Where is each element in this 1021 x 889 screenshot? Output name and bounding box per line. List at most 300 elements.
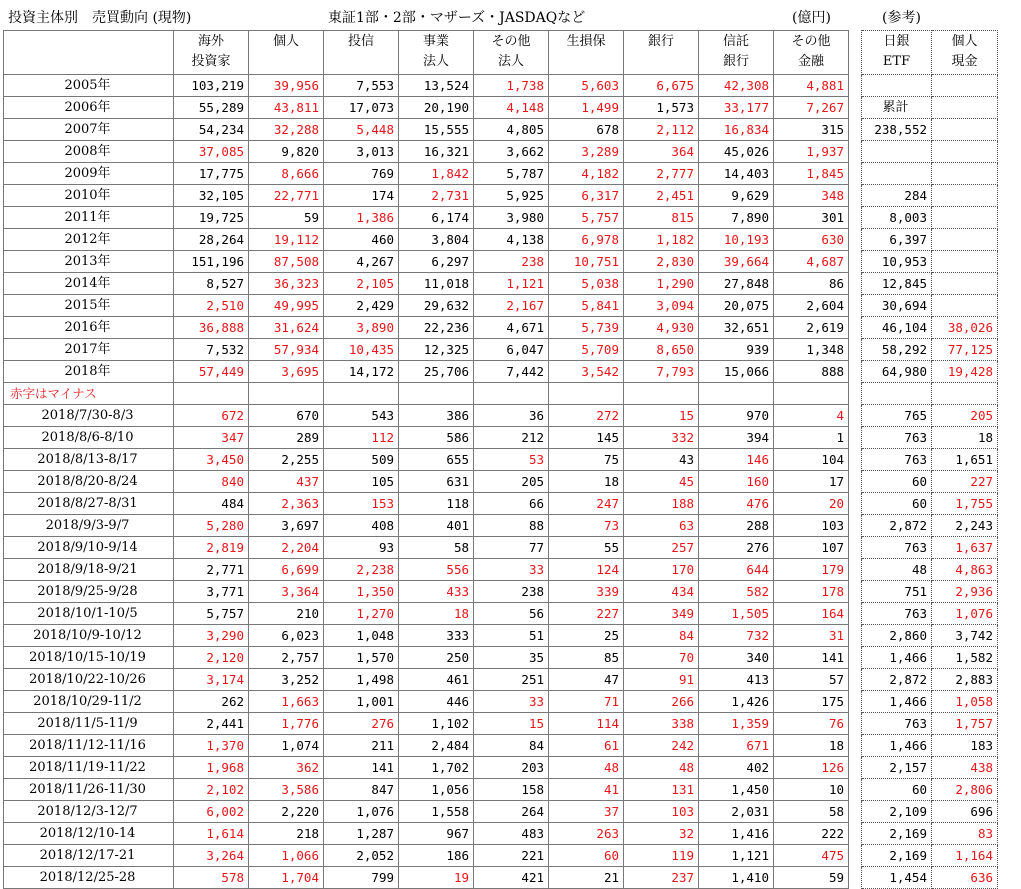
value-cell[interactable]: 60 xyxy=(549,845,624,867)
value-cell[interactable]: 126 xyxy=(774,757,849,779)
value-cell[interactable]: 3,890 xyxy=(324,317,399,339)
empty-ref-cell[interactable] xyxy=(862,383,932,405)
value-cell[interactable]: 58 xyxy=(774,801,849,823)
row-label[interactable]: 2018/12/10-14 xyxy=(4,823,174,845)
value-cell[interactable]: 66 xyxy=(474,493,549,515)
value-cell[interactable]: 799 xyxy=(324,867,399,889)
value-cell[interactable]: 672 xyxy=(174,405,249,427)
ref-value-cell[interactable]: 438 xyxy=(932,757,998,779)
ref-value-cell[interactable]: 12,845 xyxy=(862,273,932,295)
value-cell[interactable]: 655 xyxy=(399,449,474,471)
value-cell[interactable]: 2,112 xyxy=(624,119,699,141)
value-cell[interactable]: 35 xyxy=(474,647,549,669)
value-cell[interactable]: 671 xyxy=(699,735,774,757)
value-cell[interactable]: 2,731 xyxy=(399,185,474,207)
value-cell[interactable]: 1,614 xyxy=(174,823,249,845)
ref-value-cell[interactable]: 763 xyxy=(862,713,932,735)
value-cell[interactable]: 847 xyxy=(324,779,399,801)
value-cell[interactable]: 276 xyxy=(324,713,399,735)
value-cell[interactable]: 145 xyxy=(549,427,624,449)
value-cell[interactable]: 1,426 xyxy=(699,691,774,713)
value-cell[interactable]: 107 xyxy=(774,537,849,559)
value-cell[interactable]: 3,771 xyxy=(174,581,249,603)
value-cell[interactable]: 257 xyxy=(624,537,699,559)
row-label[interactable]: 2018/11/26-11/30 xyxy=(4,779,174,801)
value-cell[interactable]: 1,290 xyxy=(624,273,699,295)
value-cell[interactable]: 61 xyxy=(549,735,624,757)
value-cell[interactable]: 75 xyxy=(549,449,624,471)
value-cell[interactable]: 1,074 xyxy=(249,735,324,757)
ref-value-cell[interactable]: 2,169 xyxy=(862,823,932,845)
value-cell[interactable]: 332 xyxy=(624,427,699,449)
row-label[interactable]: 2012年 xyxy=(4,229,174,251)
value-cell[interactable]: 71 xyxy=(549,691,624,713)
value-cell[interactable]: 582 xyxy=(699,581,774,603)
value-cell[interactable]: 14,172 xyxy=(324,361,399,383)
empty-cell[interactable] xyxy=(324,383,399,405)
value-cell[interactable]: 301 xyxy=(774,207,849,229)
ref-value-cell[interactable]: 1,466 xyxy=(862,647,932,669)
value-cell[interactable]: 1,570 xyxy=(324,647,399,669)
value-cell[interactable]: 84 xyxy=(624,625,699,647)
ref-value-cell[interactable] xyxy=(862,163,932,185)
ref-value-cell[interactable]: 19,428 xyxy=(932,361,998,383)
value-cell[interactable]: 88 xyxy=(474,515,549,537)
value-cell[interactable]: 678 xyxy=(549,119,624,141)
ref-value-cell[interactable] xyxy=(862,75,932,97)
value-cell[interactable]: 1,558 xyxy=(399,801,474,823)
value-cell[interactable]: 146 xyxy=(699,449,774,471)
value-cell[interactable]: 840 xyxy=(174,471,249,493)
value-cell[interactable]: 93 xyxy=(324,537,399,559)
value-cell[interactable]: 16,834 xyxy=(699,119,774,141)
ref-value-cell[interactable] xyxy=(932,295,998,317)
value-cell[interactable]: 2,429 xyxy=(324,295,399,317)
value-cell[interactable]: 3,586 xyxy=(249,779,324,801)
ref-value-cell[interactable]: 60 xyxy=(862,471,932,493)
ref-value-cell[interactable]: 1,755 xyxy=(932,493,998,515)
value-cell[interactable]: 4,687 xyxy=(774,251,849,273)
column-header[interactable] xyxy=(174,31,249,75)
value-cell[interactable]: 4,267 xyxy=(324,251,399,273)
value-cell[interactable]: 178 xyxy=(774,581,849,603)
value-cell[interactable]: 103 xyxy=(774,515,849,537)
value-cell[interactable]: 2,510 xyxy=(174,295,249,317)
empty-cell[interactable] xyxy=(399,383,474,405)
ref-value-cell[interactable]: 2,157 xyxy=(862,757,932,779)
value-cell[interactable]: 1,498 xyxy=(324,669,399,691)
row-label[interactable]: 2018/12/3-12/7 xyxy=(4,801,174,823)
value-cell[interactable]: 509 xyxy=(324,449,399,471)
value-cell[interactable]: 3,804 xyxy=(399,229,474,251)
value-cell[interactable]: 3,252 xyxy=(249,669,324,691)
row-label[interactable]: 2018/9/25-9/28 xyxy=(4,581,174,603)
value-cell[interactable]: 446 xyxy=(399,691,474,713)
value-cell[interactable]: 1,121 xyxy=(474,273,549,295)
value-cell[interactable]: 2,102 xyxy=(174,779,249,801)
value-cell[interactable]: 8,650 xyxy=(624,339,699,361)
value-cell[interactable]: 4,805 xyxy=(474,119,549,141)
ref-value-cell[interactable]: 763 xyxy=(862,537,932,559)
row-label[interactable]: 2006年 xyxy=(4,97,174,119)
value-cell[interactable]: 769 xyxy=(324,163,399,185)
value-cell[interactable]: 5,787 xyxy=(474,163,549,185)
row-label[interactable]: 2008年 xyxy=(4,141,174,163)
column-header[interactable] xyxy=(4,31,174,75)
value-cell[interactable]: 54,234 xyxy=(174,119,249,141)
value-cell[interactable]: 247 xyxy=(549,493,624,515)
row-label[interactable]: 2018/9/3-9/7 xyxy=(4,515,174,537)
ref-value-cell[interactable]: 765 xyxy=(862,405,932,427)
value-cell[interactable]: 5,925 xyxy=(474,185,549,207)
value-cell[interactable]: 203 xyxy=(474,757,549,779)
value-cell[interactable]: 57,449 xyxy=(174,361,249,383)
value-cell[interactable]: 237 xyxy=(624,867,699,889)
row-label[interactable]: 2016年 xyxy=(4,317,174,339)
value-cell[interactable]: 6,002 xyxy=(174,801,249,823)
value-cell[interactable]: 7,442 xyxy=(474,361,549,383)
value-cell[interactable]: 119 xyxy=(624,845,699,867)
value-cell[interactable]: 14,403 xyxy=(699,163,774,185)
value-cell[interactable]: 433 xyxy=(399,581,474,603)
value-cell[interactable]: 37,085 xyxy=(174,141,249,163)
ref-value-cell[interactable]: 763 xyxy=(862,603,932,625)
value-cell[interactable]: 210 xyxy=(249,603,324,625)
column-header[interactable] xyxy=(249,31,324,75)
value-cell[interactable]: 2,255 xyxy=(249,449,324,471)
value-cell[interactable]: 6,675 xyxy=(624,75,699,97)
value-cell[interactable]: 1,416 xyxy=(699,823,774,845)
value-cell[interactable]: 3,289 xyxy=(549,141,624,163)
row-label[interactable]: 2010年 xyxy=(4,185,174,207)
value-cell[interactable]: 227 xyxy=(549,603,624,625)
value-cell[interactable]: 1,056 xyxy=(399,779,474,801)
value-cell[interactable]: 6,023 xyxy=(249,625,324,647)
row-label[interactable]: 2018/9/10-9/14 xyxy=(4,537,174,559)
row-label[interactable]: 2018/12/17-21 xyxy=(4,845,174,867)
value-cell[interactable]: 49,995 xyxy=(249,295,324,317)
row-label[interactable]: 2018/11/5-11/9 xyxy=(4,713,174,735)
value-cell[interactable]: 112 xyxy=(324,427,399,449)
value-cell[interactable]: 1,182 xyxy=(624,229,699,251)
value-cell[interactable]: 3,697 xyxy=(249,515,324,537)
value-cell[interactable]: 77 xyxy=(474,537,549,559)
value-cell[interactable]: 55,289 xyxy=(174,97,249,119)
row-label[interactable]: 2018/10/22-10/26 xyxy=(4,669,174,691)
value-cell[interactable]: 2,441 xyxy=(174,713,249,735)
row-label[interactable]: 2018/8/20-8/24 xyxy=(4,471,174,493)
value-cell[interactable]: 47 xyxy=(549,669,624,691)
value-cell[interactable]: 3,290 xyxy=(174,625,249,647)
value-cell[interactable]: 2,238 xyxy=(324,559,399,581)
value-cell[interactable]: 3,450 xyxy=(174,449,249,471)
value-cell[interactable]: 84 xyxy=(474,735,549,757)
ref-value-cell[interactable]: 763 xyxy=(862,427,932,449)
ref-value-cell[interactable]: 83 xyxy=(932,823,998,845)
ref-value-cell[interactable]: 48 xyxy=(862,559,932,581)
ref-value-cell[interactable] xyxy=(932,97,998,119)
value-cell[interactable]: 1,663 xyxy=(249,691,324,713)
value-cell[interactable]: 7,267 xyxy=(774,97,849,119)
value-cell[interactable]: 39,664 xyxy=(699,251,774,273)
value-cell[interactable]: 36,323 xyxy=(249,273,324,295)
ref-value-cell[interactable]: 2,243 xyxy=(932,515,998,537)
value-cell[interactable]: 364 xyxy=(624,141,699,163)
ref-value-cell[interactable] xyxy=(932,163,998,185)
value-cell[interactable]: 362 xyxy=(249,757,324,779)
value-cell[interactable]: 1,702 xyxy=(399,757,474,779)
value-cell[interactable]: 43,811 xyxy=(249,97,324,119)
ref-value-cell[interactable]: 183 xyxy=(932,735,998,757)
value-cell[interactable]: 85 xyxy=(549,647,624,669)
column-header[interactable] xyxy=(624,31,699,75)
value-cell[interactable]: 1,776 xyxy=(249,713,324,735)
value-cell[interactable]: 3,662 xyxy=(474,141,549,163)
value-cell[interactable]: 4,182 xyxy=(549,163,624,185)
value-cell[interactable]: 3,013 xyxy=(324,141,399,163)
value-cell[interactable]: 1,370 xyxy=(174,735,249,757)
value-cell[interactable]: 1,450 xyxy=(699,779,774,801)
row-label[interactable]: 2018/10/9-10/12 xyxy=(4,625,174,647)
value-cell[interactable]: 421 xyxy=(474,867,549,889)
value-cell[interactable]: 2,777 xyxy=(624,163,699,185)
value-cell[interactable]: 4,148 xyxy=(474,97,549,119)
row-label[interactable]: 2009年 xyxy=(4,163,174,185)
ref-value-cell[interactable] xyxy=(932,273,998,295)
row-label[interactable]: 2018年 xyxy=(4,361,174,383)
value-cell[interactable]: 266 xyxy=(624,691,699,713)
ref-value-cell[interactable]: 60 xyxy=(862,779,932,801)
value-cell[interactable]: 29,632 xyxy=(399,295,474,317)
value-cell[interactable]: 15,555 xyxy=(399,119,474,141)
ref-value-cell[interactable]: 60 xyxy=(862,493,932,515)
value-cell[interactable]: 20 xyxy=(774,493,849,515)
value-cell[interactable]: 124 xyxy=(549,559,624,581)
value-cell[interactable]: 238 xyxy=(474,251,549,273)
ref-value-cell[interactable]: 64,980 xyxy=(862,361,932,383)
value-cell[interactable]: 437 xyxy=(249,471,324,493)
value-cell[interactable]: 1,048 xyxy=(324,625,399,647)
value-cell[interactable]: 5,757 xyxy=(549,207,624,229)
value-cell[interactable]: 32 xyxy=(624,823,699,845)
column-header[interactable] xyxy=(699,31,774,75)
value-cell[interactable]: 8,527 xyxy=(174,273,249,295)
value-cell[interactable]: 6,978 xyxy=(549,229,624,251)
value-cell[interactable]: 288 xyxy=(699,515,774,537)
value-cell[interactable]: 45 xyxy=(624,471,699,493)
value-cell[interactable]: 179 xyxy=(774,559,849,581)
value-cell[interactable]: 32,651 xyxy=(699,317,774,339)
value-cell[interactable]: 1,350 xyxy=(324,581,399,603)
value-cell[interactable]: 15,066 xyxy=(699,361,774,383)
ref-value-cell[interactable]: 751 xyxy=(862,581,932,603)
ref-value-cell[interactable]: 10,953 xyxy=(862,251,932,273)
ref-value-cell[interactable]: 30,694 xyxy=(862,295,932,317)
value-cell[interactable]: 476 xyxy=(699,493,774,515)
value-cell[interactable]: 1,386 xyxy=(324,207,399,229)
value-cell[interactable]: 630 xyxy=(774,229,849,251)
value-cell[interactable]: 104 xyxy=(774,449,849,471)
ref-value-cell[interactable]: 1,076 xyxy=(932,603,998,625)
row-label[interactable]: 2018/12/25-28 xyxy=(4,867,174,889)
value-cell[interactable]: 315 xyxy=(774,119,849,141)
value-cell[interactable]: 1,076 xyxy=(324,801,399,823)
value-cell[interactable]: 1,968 xyxy=(174,757,249,779)
row-label[interactable]: 2015年 xyxy=(4,295,174,317)
row-label[interactable]: 2005年 xyxy=(4,75,174,97)
value-cell[interactable]: 11,018 xyxy=(399,273,474,295)
value-cell[interactable]: 2,363 xyxy=(249,493,324,515)
value-cell[interactable]: 578 xyxy=(174,867,249,889)
empty-cell[interactable] xyxy=(249,383,324,405)
value-cell[interactable]: 174 xyxy=(324,185,399,207)
row-label[interactable]: 2007年 xyxy=(4,119,174,141)
value-cell[interactable]: 91 xyxy=(624,669,699,691)
ref-value-cell[interactable] xyxy=(932,229,998,251)
value-cell[interactable]: 18 xyxy=(774,735,849,757)
ref-value-cell[interactable]: 1,582 xyxy=(932,647,998,669)
value-cell[interactable]: 2,204 xyxy=(249,537,324,559)
column-header[interactable] xyxy=(474,31,549,75)
ref-value-cell[interactable]: 4,863 xyxy=(932,559,998,581)
value-cell[interactable]: 103 xyxy=(624,801,699,823)
ref-value-cell[interactable]: 6,397 xyxy=(862,229,932,251)
row-label[interactable]: 2011年 xyxy=(4,207,174,229)
value-cell[interactable]: 7,553 xyxy=(324,75,399,97)
empty-cell[interactable] xyxy=(774,383,849,405)
value-cell[interactable]: 1,001 xyxy=(324,691,399,713)
value-cell[interactable]: 475 xyxy=(774,845,849,867)
ref-value-cell[interactable] xyxy=(932,75,998,97)
ref-value-cell[interactable]: 3,742 xyxy=(932,625,998,647)
value-cell[interactable]: 2,604 xyxy=(774,295,849,317)
ref-value-cell[interactable]: 2,936 xyxy=(932,581,998,603)
column-header[interactable] xyxy=(399,31,474,75)
ref-value-cell[interactable]: 38,026 xyxy=(932,317,998,339)
value-cell[interactable]: 76 xyxy=(774,713,849,735)
value-cell[interactable]: 7,890 xyxy=(699,207,774,229)
value-cell[interactable]: 5,038 xyxy=(549,273,624,295)
ref-value-cell[interactable]: 238,552 xyxy=(862,119,932,141)
value-cell[interactable]: 45,026 xyxy=(699,141,774,163)
value-cell[interactable]: 1,573 xyxy=(624,97,699,119)
row-label[interactable]: 2017年 xyxy=(4,339,174,361)
value-cell[interactable]: 333 xyxy=(399,625,474,647)
value-cell[interactable]: 2,031 xyxy=(699,801,774,823)
value-cell[interactable]: 51 xyxy=(474,625,549,647)
ref-value-cell[interactable] xyxy=(932,207,998,229)
value-cell[interactable]: 644 xyxy=(699,559,774,581)
value-cell[interactable]: 3,264 xyxy=(174,845,249,867)
value-cell[interactable]: 386 xyxy=(399,405,474,427)
value-cell[interactable]: 1,704 xyxy=(249,867,324,889)
row-label[interactable]: 2018/10/29-11/2 xyxy=(4,691,174,713)
value-cell[interactable]: 17,073 xyxy=(324,97,399,119)
value-cell[interactable]: 221 xyxy=(474,845,549,867)
value-cell[interactable]: 33 xyxy=(474,691,549,713)
value-cell[interactable]: 25,706 xyxy=(399,361,474,383)
value-cell[interactable]: 339 xyxy=(549,581,624,603)
value-cell[interactable]: 218 xyxy=(249,823,324,845)
value-cell[interactable]: 815 xyxy=(624,207,699,229)
ref-value-cell[interactable]: 636 xyxy=(932,867,998,889)
value-cell[interactable]: 2,220 xyxy=(249,801,324,823)
value-cell[interactable]: 5,757 xyxy=(174,603,249,625)
value-cell[interactable]: 31,624 xyxy=(249,317,324,339)
value-cell[interactable]: 6,699 xyxy=(249,559,324,581)
value-cell[interactable]: 5,709 xyxy=(549,339,624,361)
value-cell[interactable]: 670 xyxy=(249,405,324,427)
column-header[interactable] xyxy=(549,31,624,75)
value-cell[interactable]: 1,287 xyxy=(324,823,399,845)
value-cell[interactable]: 18 xyxy=(399,603,474,625)
ref-value-cell[interactable]: 205 xyxy=(932,405,998,427)
value-cell[interactable]: 1 xyxy=(774,427,849,449)
value-cell[interactable]: 175 xyxy=(774,691,849,713)
value-cell[interactable]: 401 xyxy=(399,515,474,537)
value-cell[interactable]: 13,524 xyxy=(399,75,474,97)
value-cell[interactable]: 188 xyxy=(624,493,699,515)
value-cell[interactable]: 394 xyxy=(699,427,774,449)
ref-value-cell[interactable]: 227 xyxy=(932,471,998,493)
ref-value-cell[interactable] xyxy=(932,251,998,273)
value-cell[interactable]: 888 xyxy=(774,361,849,383)
value-cell[interactable]: 141 xyxy=(324,757,399,779)
value-cell[interactable]: 348 xyxy=(774,185,849,207)
ref-value-cell[interactable]: 763 xyxy=(862,449,932,471)
value-cell[interactable]: 42,308 xyxy=(699,75,774,97)
value-cell[interactable]: 4,930 xyxy=(624,317,699,339)
ref-value-cell[interactable]: 284 xyxy=(862,185,932,207)
value-cell[interactable]: 25 xyxy=(549,625,624,647)
value-cell[interactable]: 250 xyxy=(399,647,474,669)
ref-value-cell[interactable]: 58,292 xyxy=(862,339,932,361)
value-cell[interactable]: 338 xyxy=(624,713,699,735)
value-cell[interactable]: 21 xyxy=(549,867,624,889)
value-cell[interactable]: 70 xyxy=(624,647,699,669)
value-cell[interactable]: 2,167 xyxy=(474,295,549,317)
value-cell[interactable]: 18 xyxy=(549,471,624,493)
value-cell[interactable]: 7,532 xyxy=(174,339,249,361)
ref-value-cell[interactable] xyxy=(932,119,998,141)
value-cell[interactable]: 272 xyxy=(549,405,624,427)
value-cell[interactable]: 340 xyxy=(699,647,774,669)
value-cell[interactable]: 212 xyxy=(474,427,549,449)
row-label[interactable]: 2018/11/12-11/16 xyxy=(4,735,174,757)
ref-value-cell[interactable]: 1,058 xyxy=(932,691,998,713)
ref-column-header[interactable] xyxy=(862,31,932,75)
ref-value-cell[interactable] xyxy=(932,185,998,207)
value-cell[interactable]: 48 xyxy=(549,757,624,779)
ref-value-cell[interactable]: 1,757 xyxy=(932,713,998,735)
value-cell[interactable]: 939 xyxy=(699,339,774,361)
value-cell[interactable]: 3,542 xyxy=(549,361,624,383)
value-cell[interactable]: 164 xyxy=(774,603,849,625)
value-cell[interactable]: 2,619 xyxy=(774,317,849,339)
ref-value-cell[interactable]: 1,164 xyxy=(932,845,998,867)
value-cell[interactable]: 9,629 xyxy=(699,185,774,207)
row-label[interactable]: 2018/11/19-11/22 xyxy=(4,757,174,779)
ref-value-cell[interactable]: 8,003 xyxy=(862,207,932,229)
value-cell[interactable]: 264 xyxy=(474,801,549,823)
value-cell[interactable]: 58 xyxy=(399,537,474,559)
value-cell[interactable]: 1,359 xyxy=(699,713,774,735)
empty-cell[interactable] xyxy=(624,383,699,405)
value-cell[interactable]: 408 xyxy=(324,515,399,537)
value-cell[interactable]: 105 xyxy=(324,471,399,493)
value-cell[interactable]: 276 xyxy=(699,537,774,559)
value-cell[interactable]: 131 xyxy=(624,779,699,801)
